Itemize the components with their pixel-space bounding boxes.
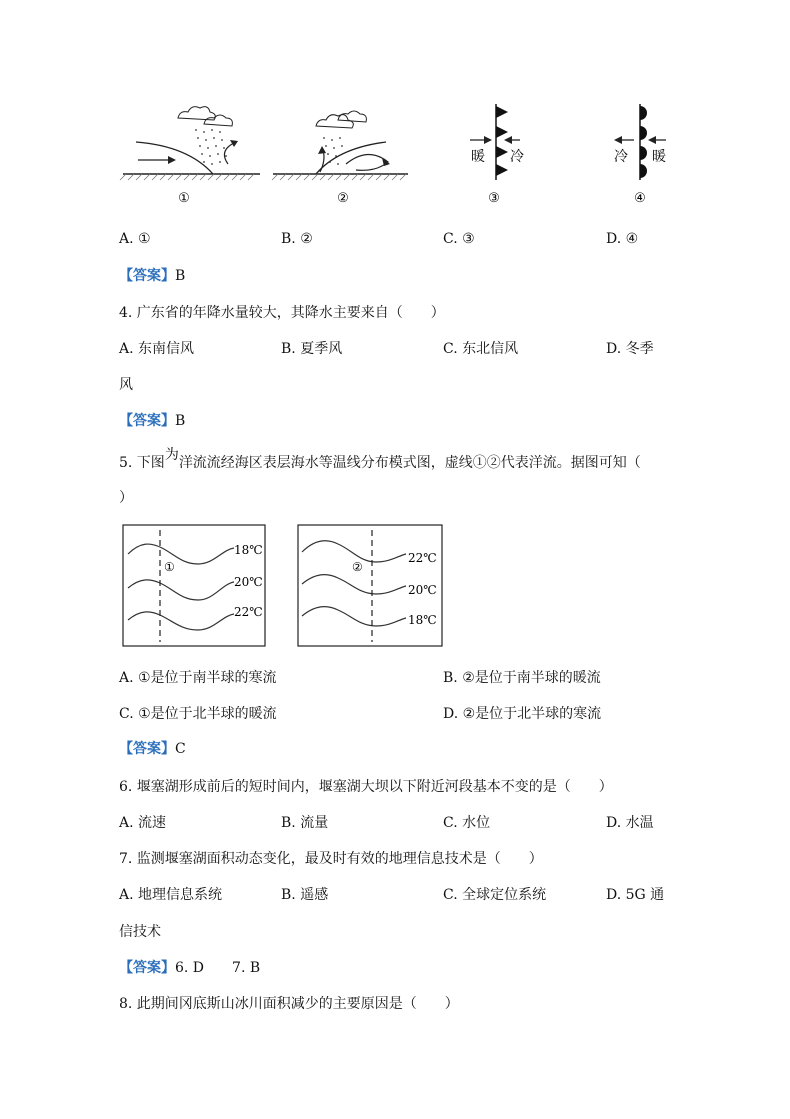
front-label-2: ② [337,191,349,206]
q3-option-c[interactable]: C. ③ [443,231,475,247]
answer-value: B [175,268,186,284]
q5-stem [119,447,641,472]
q4-option-d[interactable]: D. 冬季 [606,341,654,357]
q4-option-c[interactable]: C. 东北信风 [443,341,519,357]
isotherm-label: 20℃ [234,575,263,589]
front-label-3: ③ [488,191,500,206]
front-diagrams [118,98,678,213]
q3-option-b[interactable]: B. ② [281,231,313,247]
q6-stem: 6. 堰塞湖形成前后的短时间内，堰塞湖大坝以下附近河段基本不变的是（ ） [119,779,613,795]
answer-value: 6. D 7. B [175,960,261,976]
answer-value: B [175,413,186,429]
answer-tag: 【答案】 [119,413,175,429]
q4-option-a[interactable]: A. 东南信风 [119,341,195,357]
q6-option-c[interactable]: C. 水位 [443,815,491,831]
q8-stem: 8. 此期间冈底斯山冰川面积减少的主要原因是（ ） [119,996,459,1012]
isotherm-box-left [123,525,265,646]
q5-stem-c: 洋流流经海区表层海水等温线分布模式图，虚线①②代表洋流。据图可知（ [178,455,641,471]
q5-option-d[interactable]: D. ②是位于北半球的寒流 [443,706,602,722]
isotherm-label: 22℃ [234,605,263,619]
q4-option-b[interactable]: B. 夏季风 [281,341,343,357]
answer-value: C [175,741,186,757]
q7-option-d[interactable]: D. 5G 通 [606,887,665,903]
q6-option-a[interactable]: A. 流速 [119,815,167,831]
front-diagram-1 [120,107,260,206]
q4-stem: 4. 广东省的年降水量较大，其降水主要来自（ ） [119,305,445,321]
q7-option-c[interactable]: C. 全球定位系统 [443,887,547,903]
answer-tag: 【答案】 [119,741,175,757]
q6-option-d[interactable]: D. 水温 [606,815,654,831]
q5-option-c[interactable]: C. ①是位于北半球的暖流 [119,706,277,722]
cold-label-4: 冷 [614,149,628,165]
isotherm-label: 18℃ [234,543,263,557]
q7-option-a[interactable]: A. 地理信息系统 [119,887,223,903]
isotherm-label: 22℃ [408,551,437,565]
isotherm-label: 20℃ [408,583,437,597]
q7-option-b[interactable]: B. 遥感 [281,887,329,903]
q5-stem-a: 5. 下图 [119,455,165,471]
q5-stem-wrap: ） [119,490,133,506]
front-diagram-2 [272,111,408,206]
q5-answer [119,738,186,758]
answer-tag: 【答案】 [119,268,175,284]
front-label-1: ① [178,191,190,206]
isotherm-label: 18℃ [408,613,437,627]
front-label-4: ④ [634,191,646,206]
isotherm-figures [120,524,450,649]
current-mark-2: ② [352,560,363,574]
answer-tag: 【答案】 [119,960,175,976]
front-diagram-3 [470,104,524,206]
q6-option-b[interactable]: B. 流量 [281,815,329,831]
q6-q7-answer [119,957,260,977]
front-diagram-4 [614,104,666,206]
q4-answer [119,410,185,430]
q3-option-d[interactable]: D. ④ [606,231,639,247]
q3-answer [119,265,185,285]
isotherm-box-right [298,525,442,646]
q5-option-a[interactable]: A. ①是位于南半球的寒流 [119,670,277,686]
q3-option-a[interactable]: A. ① [119,231,151,247]
q7-stem: 7. 监测堰塞湖面积动态变化，最及时有效的地理信息技术是（ ） [119,851,543,867]
q5-stem-b: 为 [164,447,179,463]
current-mark-1: ① [164,560,175,574]
q4-option-d-wrap: 风 [119,377,133,393]
warm-label-3: 暖 [471,149,485,165]
q5-option-b[interactable]: B. ②是位于南半球的暖流 [443,670,601,686]
q7-option-d-wrap: 信技术 [119,924,161,940]
cold-label-3: 冷 [510,149,524,165]
warm-label-4: 暖 [652,149,666,165]
